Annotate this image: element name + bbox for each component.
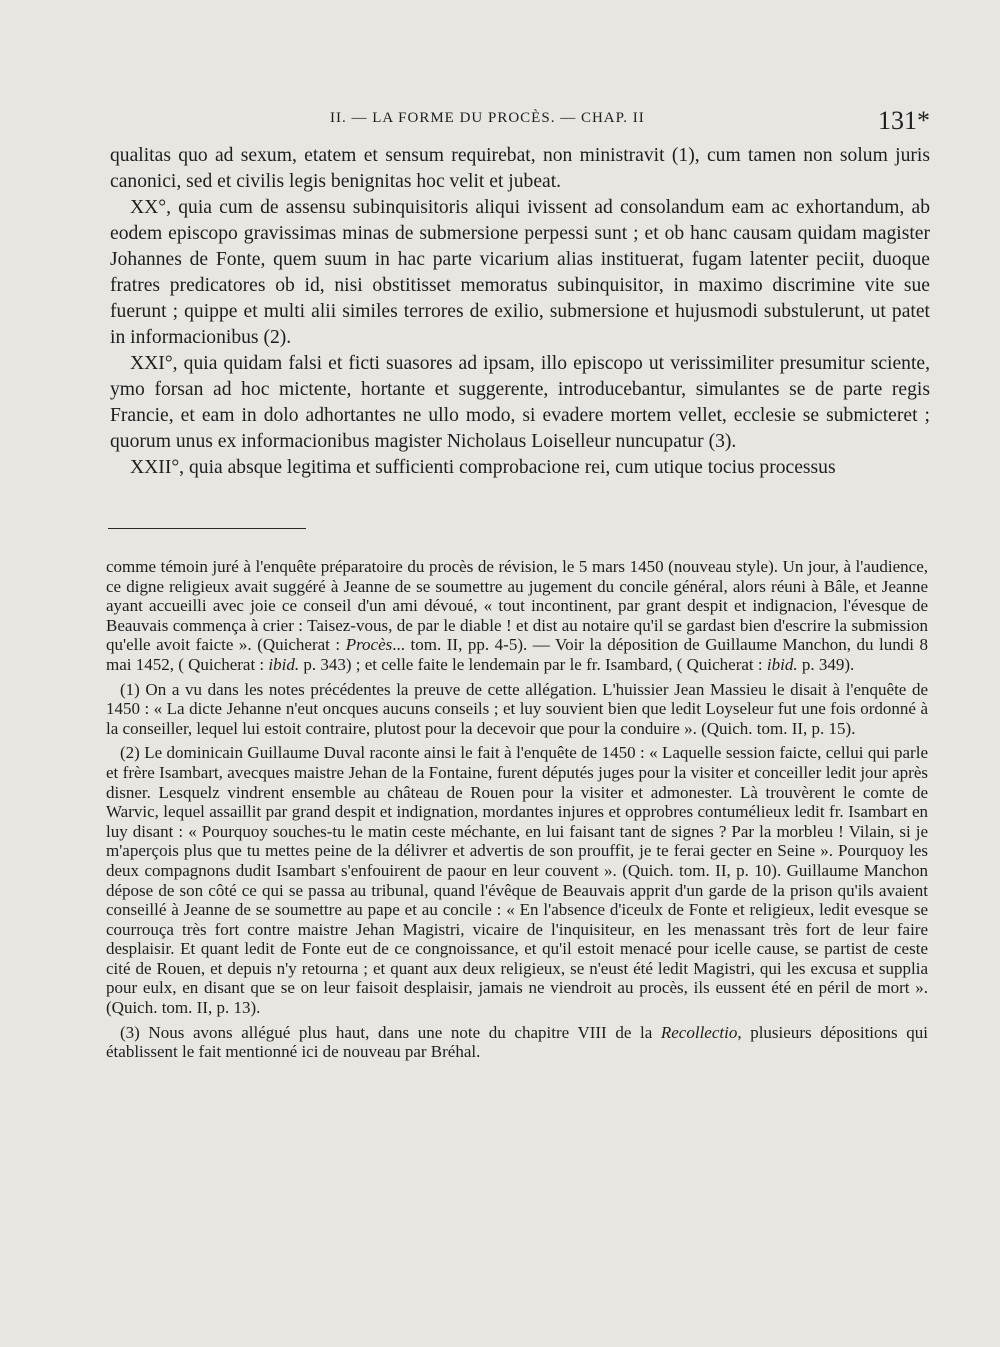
footnote-3: (3) Nous avons allégué plus haut, dans une note du chapitre VIII de la Recollectio, plusieurs dépositions qui établissent le fait mentionné ici de nouveau par Bréhal.: [106, 1022, 928, 1062]
paragraph-xx: XX°, quia cum de assensu subinquisitoris aliqui ivissent ad consolandum eam ac exhortandum, ab eodem episcopo gravissimas minas de submersione perpessi sunt ; et ob hanc causam quidam magister Johannes de Fonte, quem suum in hac parte vicarium alias instituerat, fugam latenter peciit, duoque fratres predicatores ob id, nisi obstitisset memoratus subinquisitor, in maximo discrimine vite sue fuerunt ; quippe et multi alii similes terrores de exilio, submersione et hujusmodi substulerunt, ut patet in informacionibus (2).: [110, 197, 930, 348]
page-header: [110, 106, 930, 142]
footnote-1: (1) On a vu dans les notes précédentes la preuve de cette allégation. L'huissier Jean Massieu le disait à l'enquête de 1450 : « La dicte Jehanne n'eut oncques aucuns conseils ; et luy souvient bien que ledit Loyseleur fut une fois ordonné à la conseiller, lequel lui estoit contraire, plutost pour la decevoir que pour la conduire ». (Quich. tom. II, p. 15).: [106, 679, 928, 738]
paragraph-continuation: qualitas quo ad sexum, etatem et sensum requirebat, non ministravit (1), cum tamen non solum juris canonici, sed et civilis legis benignitas hoc velit et jubeat.: [110, 145, 930, 192]
footnote-separator: [108, 528, 306, 529]
footnote-continuation: comme témoin juré à l'enquête préparatoire du procès de révision, le 5 mars 1450 (nouveau style). Un jour, à l'audience, ce digne religieux avait suggéré à Jeanne de se soumettre au jugement du concile général, alors réuni à Bâle, et Jeanne ayant accueilli avec joie ce conseil d'un ami dévoué, « tout incontinent, par grant despit et indignacion, l'évesque de Beauvais commença à crier : Taisez-vous, de par le diable ! et dist au notaire qu'il se gardast bien d'escrire la submission qu'elle avoit faicte ». (Quicherat : Procès... tom. II, pp. 4-5). — Voir la déposition de Guillaume Manchon, du lundi 8 mai 1452, ( Quicherat : ibid. p. 343) ; et celle faite le lendemain par le fr. Isambard, ( Quicherat : ibid. p. 349).: [106, 557, 929, 674]
paragraph-xxii: XXII°, quia absque legitima et sufficienti comprobacione rei, cum utique tocius processus: [130, 457, 836, 478]
running-head: II. — LA FORME DU PROCÈS. — CHAP. II: [330, 110, 645, 126]
paragraph-xxi: XXI°, quia quidam falsi et ficti suasores ad ipsam, illo episcopo ut verissimiliter presumitur sciente, ymo forsan ad hoc mictente, hortante et suggerente, introducebantur, simulantes se de parte regis Francie, et eam in dolo adhortantes ne ullo modo, si evadere mortem vellet, ecclesie se submicteret ; quorum unus ex informacionibus magister Nicholaus Loiselleur nuncupatur (3).: [110, 353, 930, 452]
page-number: 131*: [878, 106, 930, 135]
main-text: [110, 143, 930, 481]
footnotes: [106, 557, 928, 1062]
footnote-2: (2) Le dominicain Guillaume Duval raconte ainsi le fait à l'enquête de 1450 : « Laquelle session faicte, cellui qui parle et frère Isambart, avecques maistre Jehan de la Fontaine, furent députés juges pour la visiter et conceiller ledit jour après disner. Lesquelz vindrent ensemble au château de Rouen pour la visiter et admonester. Là trouvèrent le comte de Warvic, lequel assaillit par grand despit et indignation, mordantes injures et opprobres contumélieux ledit fr. Isambart en luy disant : « Pourquoy souches-tu le matin ceste méchante, en lui faisant tant de signes ? Par la morbleu ! Vilain, si je m'aperçois plus que tu mettes peine de la délivrer et advertis de son prouffit, je te ferai gecter en Seine ». Pourquoy les deux compagnons dudit Isambart s'enfouirent de paour en leur couvent ». (Quich. tom. II, p. 10). Guillaume Manchon dépose de son côté ce qui se passa au tribunal, quand l'évêque de Beauvais apprit d'un garde de la prison qu'ils avaient conseillé à Jeanne de se soumettre au pape et au concile : « En l'absence d'iceulx de Fonte et religieux, ledit evesque se courrouça très fort contre maistre Jehan Magistri, vicaire de l'inquisiteur, en les menassant très fort de leur faire desplaisir. Et quant ledit de Fonte eut de ce congnoissance, et qu'il estoit menacé pour icelle cause, se partist de ceste cité de Rouen, et depuis n'y retourna ; et quant aux deux religieux, se n'eust été ledit Magistri, qui les excusa et supplia pour eulx, en disant que se on leur faisoit desplaisir, jamais ne viendroit au procès, ils eussent été en péril de mort ». (Quich. tom. II, p. 13).: [106, 743, 928, 1018]
